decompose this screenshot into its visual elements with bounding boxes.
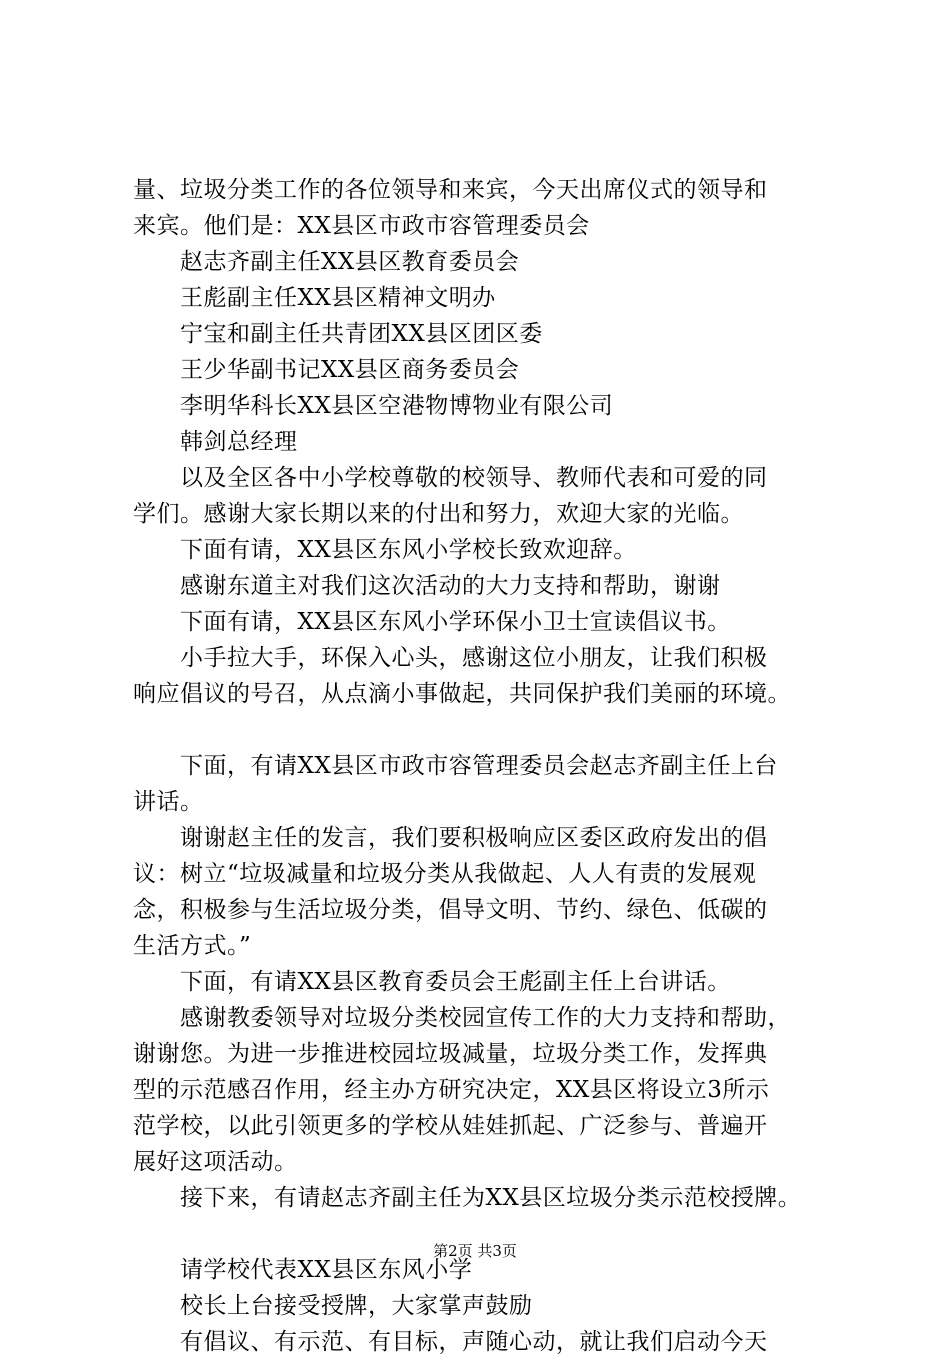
text-line: 型的示范感召作用，经主办方研究决定，XX县区将设立3所示 xyxy=(133,1077,770,1103)
text-line: 请学校代表XX县区东风小学 xyxy=(180,1257,473,1283)
text-line: 小手拉大手，环保入心头，感谢这位小朋友，让我们积极 xyxy=(180,645,768,671)
text-line: 下面，有请XX县区教育委员会王彪副主任上台讲话。 xyxy=(180,969,731,995)
text-line: 校长上台接受授牌，大家掌声鼓励 xyxy=(180,1293,533,1319)
text-line: 下面有请，XX县区东风小学校长致欢迎辞。 xyxy=(180,537,637,563)
text-line: 议：树立“垃圾减量和垃圾分类从我做起、人人有责的发展观 xyxy=(133,861,757,887)
text-line: 讲话。 xyxy=(133,789,204,815)
text-line: 来宾。他们是：XX县区市政市容管理委员会 xyxy=(133,213,590,239)
text-line: 念，积极参与生活垃圾分类，倡导文明、节约、绿色、低碳的 xyxy=(133,897,768,923)
page-footer: 第2页 共3页 xyxy=(433,1242,517,1260)
text-line: 接下来，有请赵志齐副主任为XX县区垃圾分类示范校授牌。 xyxy=(180,1185,802,1211)
text-line: 谢谢赵主任的发言，我们要积极响应区委区政府发出的倡 xyxy=(180,825,768,851)
text-line: 感谢东道主对我们这次活动的大力支持和帮助，谢谢 xyxy=(180,573,721,599)
text-line: 宁宝和副主任共青团XX县区团区委 xyxy=(180,321,543,347)
text-line: 展好这项活动。 xyxy=(133,1149,298,1175)
text-line: 下面，有请XX县区市政市容管理委员会赵志齐副主任上台 xyxy=(180,753,778,779)
text-line: 王少华副书记XX县区商务委员会 xyxy=(180,357,520,383)
text-line: 赵志齐副主任XX县区教育委员会 xyxy=(180,249,520,275)
text-line: 李明华科长XX县区空港物博物业有限公司 xyxy=(180,393,614,419)
text-line: 量、垃圾分类工作的各位领导和来宾，今天出席仪式的领导和 xyxy=(133,177,768,203)
text-line: 响应倡议的号召，从点滴小事做起，共同保护我们美丽的环境。 xyxy=(133,681,791,707)
text-line: 学们。感谢大家长期以来的付出和努力，欢迎大家的光临。 xyxy=(133,501,744,527)
text-line: 韩剑总经理 xyxy=(180,429,298,455)
text-line: 下面有请，XX县区东风小学环保小卫士宣读倡议书。 xyxy=(180,609,731,635)
text-line: 有倡议、有示范、有目标，声随心动，就让我们启动今天 xyxy=(180,1329,768,1355)
paragraph-gap xyxy=(133,712,833,748)
text-line: 谢谢您。为进一步推进校园垃圾减量，垃圾分类工作，发挥典 xyxy=(133,1041,768,1067)
text-line: 感谢教委领导对垃圾分类校园宣传工作的大力支持和帮助， xyxy=(180,1005,791,1031)
text-line: 范学校，以此引领更多的学校从娃娃抓起、广泛参与、普遍开 xyxy=(133,1113,768,1139)
text-line: 王彪副主任XX县区精神文明办 xyxy=(180,285,496,311)
text-line: 生活方式。” xyxy=(133,933,252,959)
document-body xyxy=(133,172,833,1360)
text-line: 以及全区各中小学校尊敬的校领导、教师代表和可爱的同 xyxy=(180,465,768,491)
